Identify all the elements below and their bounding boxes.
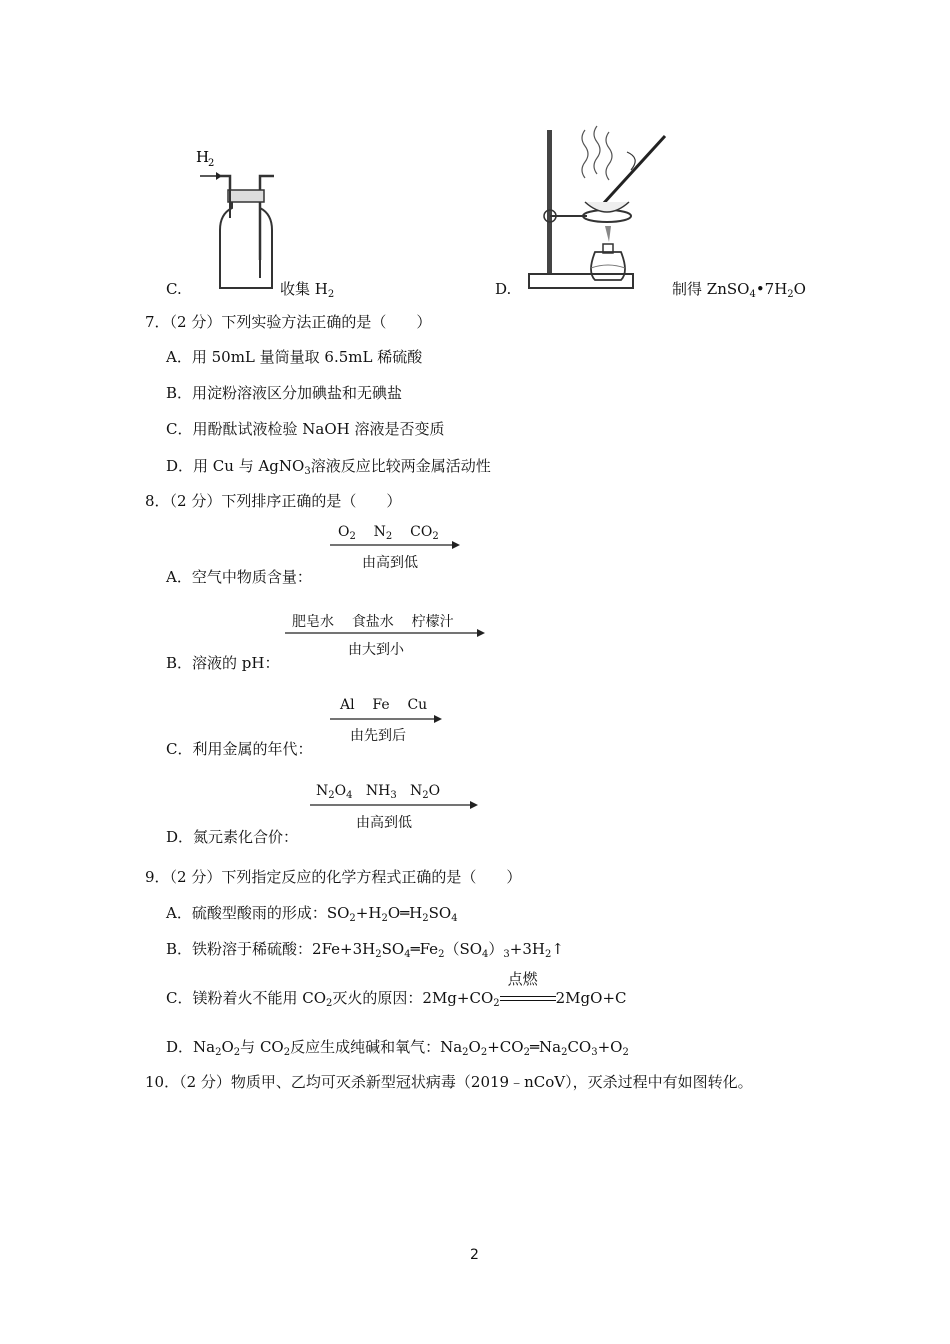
q8b-items: 肥皂水 食盐水 柠檬汁 [292,614,454,630]
evaporation-setup-figure [525,122,670,294]
q7-option-a: A．用 50mL 量筒量取 6.5mL 稀硫酸 [166,348,423,366]
gas-label-sub: 2 [208,158,215,169]
gas-bottle-figure [190,140,285,295]
q8d-direction: 由高到低 [356,815,412,831]
q8c-items: Al Fe Cu [340,697,428,713]
q9-option-d: D．$Na_2O_2$与 $CO_2$反应生成纯碱和氧气：$Na_2O_2+CO_2═Na_2CO_3+O_2$ [166,1038,629,1058]
q8d-items: $N_2O_4$ $NH_3$ $N_2O$ [316,783,441,801]
q9-stem: 9．（2 分）下列指定反应的化学方程式正确的是（ ） [145,868,522,886]
option-letter: C. [166,280,182,298]
q7-option-d: D．用 Cu 与 AgNO$_3$溶液反应比较两金属活动性 [166,457,491,477]
q9-option-c: C．镁粉着火不能用 $CO_2$灭火的原因：$2Mg+CO_2$ 点燃 2MgO+C [166,970,627,1009]
q9-option-b: B．铁粉溶于稀硫酸：$2Fe+3H_2SO_4═Fe_2(SO_4)_3+3H_2↑$ [166,940,564,960]
option-letter: D. [495,280,512,298]
reaction-condition: 点燃 [507,970,538,988]
q7-stem: 7．（2 分）下列实验方法正确的是（ ） [145,313,432,331]
q8-option-a: A．空气中物质含量： [166,568,312,586]
q6-option-c-caption: 收集 $H_2$ [280,280,335,300]
q8c-arrow [330,714,442,724]
q7-option-b: B．用淀粉溶液区分加碘盐和无碘盐 [166,384,403,402]
q9-option-a: A．硫酸型酸雨的形成：$SO_2+H_2O═H_2SO_4$ [166,904,458,924]
q6-option-d [495,280,511,298]
q8b-direction: 由大到小 [348,642,404,658]
q8-stem: 8．（2 分）下列排序正确的是（ ） [145,492,402,510]
q8c-direction: 由先到后 [350,728,406,744]
q8a-arrow [330,540,460,550]
q8-option-c: C．利用金属的年代： [166,740,313,758]
q8b-arrow [285,628,485,638]
q6-option-d-caption: 制得 $ZnSO_4•7H_2O$ [672,280,806,300]
q7-option-c: C．用酚酞试液检验 NaOH 溶液是否变质 [166,420,445,438]
q8-option-b: B．溶液的 pH： [166,654,280,672]
q10-stem: 10．（2 分）物质甲、乙均可灭杀新型冠状病毒（2019﹣nCoV），灭杀过程中有如图转化。 [145,1073,753,1091]
q6-option-c [166,280,182,298]
q8d-arrow [310,800,478,810]
condition-arrow [500,970,556,1007]
gas-label: H [196,148,210,166]
page-number: 2 [470,1247,479,1263]
q8a-items: $O_2$ $N_2$ $CO_2$ [338,524,439,542]
q8a-direction: 由高到低 [362,555,418,571]
q8-option-d: D．氮元素化合价： [166,828,299,846]
